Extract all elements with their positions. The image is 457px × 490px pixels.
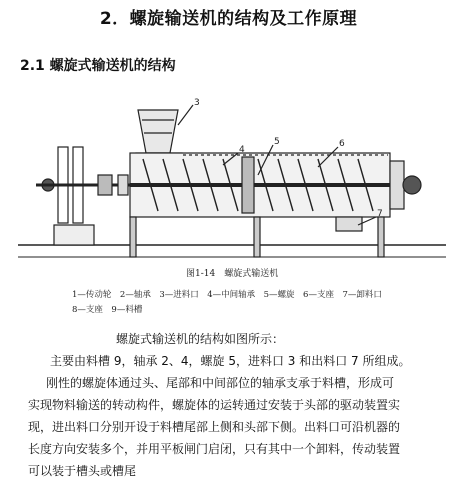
inlet-hopper: [138, 110, 178, 153]
figure-legend-line-2: 8—支座 9—料槽: [72, 305, 143, 315]
bearing-2: [98, 175, 112, 195]
body-line-3: 现，进出料口分别开设于料槽尾部上侧和头部下侧。出料口可沿机器的: [28, 420, 401, 434]
body-line-4: 长度方向安装多个，并用平板闸门启闭，只有其中一个卸料，传动装置: [28, 442, 401, 456]
support-6: [254, 217, 260, 257]
callout-6: 6: [339, 139, 345, 149]
callout-5: 5: [274, 137, 280, 147]
conveyor-drawing: [18, 95, 446, 315]
screw-conveyor-figure: [18, 95, 446, 315]
document-title: 2．螺旋输送机的结构及工作原理: [99, 9, 358, 29]
body-line-1: 刚性的螺旋体通过头、尾部和中间部位的轴承支承于料槽，形成可: [46, 376, 395, 390]
body-line-2: 实现物料输送的转动构件，螺旋体的运转通过安装于头部的驱动装置实: [28, 398, 401, 412]
section-heading: 2.1 螺旋式输送机的结构: [20, 58, 176, 74]
components-paragraph: 主要由料槽 9，轴承 2、4，螺旋 5，进料口 3 和出料口 7 所组成。: [50, 354, 411, 368]
body-paragraph: [28, 372, 448, 482]
body-line-5: 可以装于槽头或槽尾: [28, 464, 137, 478]
intro-paragraph: 螺旋式输送机的结构如图所示：: [116, 332, 285, 346]
outlet: [336, 217, 362, 231]
callout-4: 4: [239, 145, 245, 155]
callout-7: 7: [377, 209, 383, 219]
callout-3: 3: [194, 98, 200, 108]
figure-legend-line-1: 1—传动轮 2—轴承 3—进料口 4—中间轴承 5—螺旋 6—支座 7—卸料口: [72, 290, 382, 300]
figure-caption: 图1-14 螺旋式输送机: [186, 269, 279, 279]
support-8: [130, 217, 136, 257]
middle-bearing: [242, 157, 254, 213]
